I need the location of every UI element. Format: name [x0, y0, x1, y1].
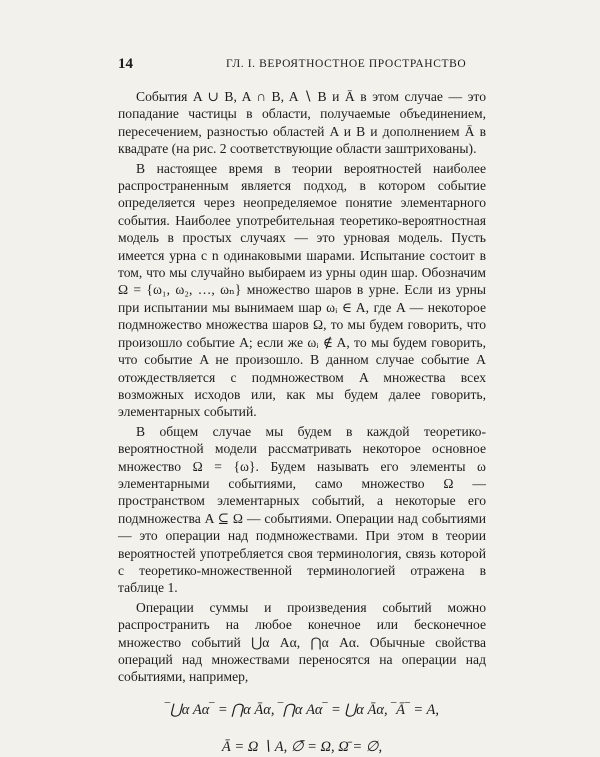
- paragraph-urn-model: В настоящее время в теории вероятностей наиболее распространенным является подход, в котором событие определяется через неопределяемое понятие элементарного события. Наиболее употребительная теоретико-вероятностная модель в простых случаях — это урновая модель. Пусть имеется урна с n одинаковыми шарами. Испытание состоит в том, что мы случайно выбираем из урны один шар. Обозначим Ω = {ω₁, ω₂, …, ωₙ} множество шаров в урне. Если из урны при испытании мы вынимаем шар ωᵢ ∈ A, где A — некоторое подмножество множества шаров Ω, то мы будем говорить, что произошло событие A; если же ωᵢ ∉ A, то мы будем говорить, что событие A не произошло. В данном случае событие A отождествляется с подмножеством A множества всех возможных исходов или, как мы будем далее говорить, элементарных событий.: [118, 160, 486, 420]
- paragraph-events-operations: События A ∪ B, A ∩ B, A ∖ B и Ā в этом случае — это попадание частицы в области, получаемые объединением, пересечением, разностью областей A и B и дополнением Ā в квадрате (на рис. 2 соответствующие области заштрихованы).: [118, 89, 486, 157]
- paragraph-sum-product: Операции суммы и произведения событий можно распространить на любое конечное или бесконечное множество событий ⋃α Aα, ⋂α Aα. Обычные свойства операций над множествами переносятся на операции над событиями, например,: [118, 599, 486, 685]
- running-title: ГЛ. I. ВЕРОЯТНОСТНОЕ ПРОСТРАНСТВО: [226, 58, 467, 70]
- page-number: 14: [118, 56, 133, 72]
- formula-de-morgan: ‾⋃α Aα‾ = ⋂α Āα, ‾⋂α Aα‾ = ⋃α Āα, ‾Ā‾ = A,: [164, 701, 440, 718]
- body-text: [118, 88, 486, 757]
- formula-complements: Ā = Ω ∖ A, ∅̄ = Ω, Ω̄ = ∅,: [221, 739, 383, 756]
- paragraph-general-case: В общем случае мы будем в каждой теоретико-вероятностной модели рассматривать некоторое основное множество Ω = {ω}. Будем называть его элементы ω элементарными событиями, само множество Ω — пространством элементарных событий, а некоторые его подмножества A ⊆ Ω — событиями. Операции над событиями — это операции над подмножествами. При этом в теории вероятностей употребляется своя терминология, связь которой с теоретико-множественной терминологией отражена в таблице 1.: [118, 423, 486, 596]
- page-header: [118, 56, 486, 76]
